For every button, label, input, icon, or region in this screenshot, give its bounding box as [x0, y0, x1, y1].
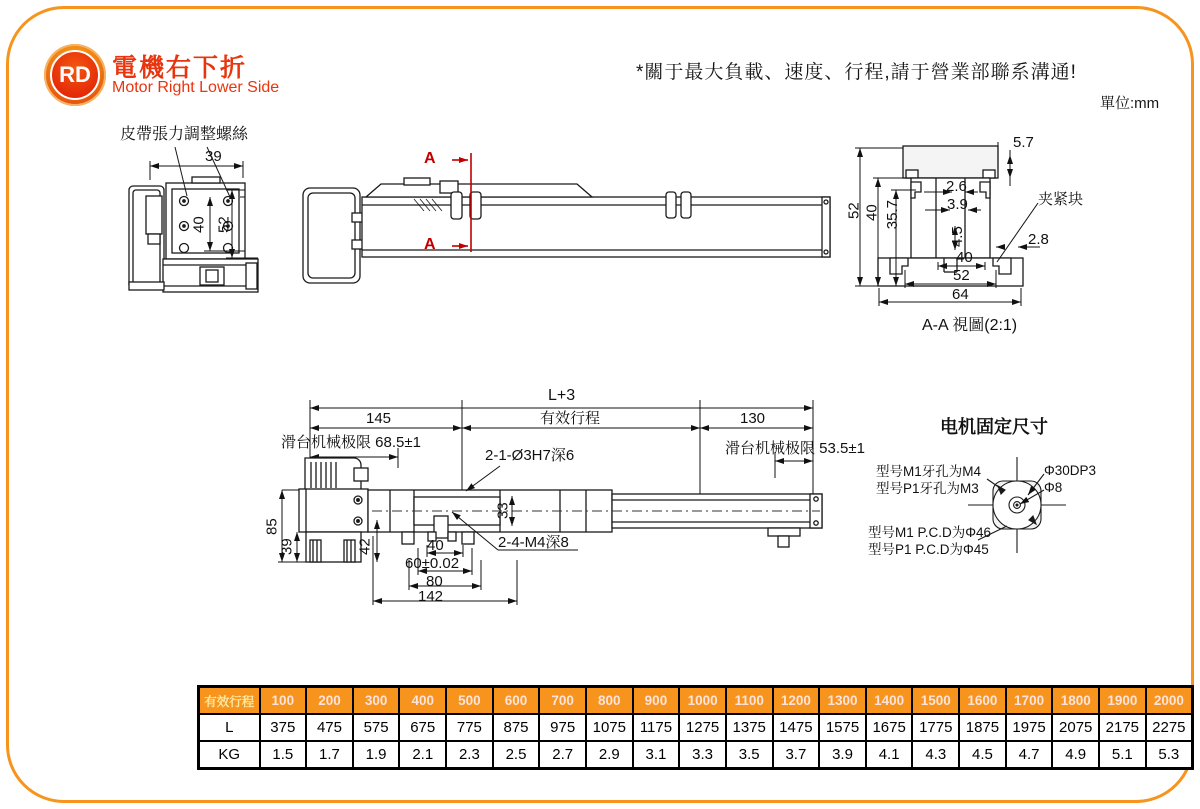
table-cell-KG-500: 2.3 — [446, 741, 493, 769]
table-cell-L-400: 675 — [399, 714, 446, 741]
table-header-stroke-1000: 1000 — [679, 687, 726, 715]
dim-endview-52: 52 — [215, 216, 233, 233]
table-cell-L-200: 475 — [306, 714, 353, 741]
table-header-stroke-700: 700 — [539, 687, 586, 715]
table-cell-KG-1500: 4.3 — [912, 741, 959, 769]
table-header-stroke-500: 500 — [446, 687, 493, 715]
tap-hole-callout: 2-4-M4深8 — [498, 534, 569, 551]
dim-section-5-7: 5.7 — [1013, 134, 1034, 151]
effective-stroke-label: 有效行程 — [540, 410, 601, 427]
dim-section-2-6: 2.6 — [946, 178, 967, 195]
table-cell-L-2000: 2275 — [1146, 714, 1193, 741]
table-header-stroke-label: 有效行程 — [199, 687, 260, 715]
table-cell-KG-1000: 3.3 — [679, 741, 726, 769]
table-header-stroke-1300: 1300 — [819, 687, 866, 715]
table-cell-KG-800: 2.9 — [586, 741, 633, 769]
table-header-stroke-1500: 1500 — [912, 687, 959, 715]
stroke-table — [197, 685, 1194, 770]
motor-pcd-p1-label: 型号P1 P.C.D为Φ45 — [868, 542, 989, 557]
dim-section-h35-7: 35.7 — [883, 200, 901, 230]
section-mark-a-bottom: A — [424, 236, 436, 253]
dim-assembly-85: 85 — [263, 518, 281, 535]
table-cell-L-1900: 2175 — [1099, 714, 1146, 741]
table-cell-L-500: 775 — [446, 714, 493, 741]
table-cell-KG-2000: 5.3 — [1146, 741, 1193, 769]
dim-section-4-5: 4.5 — [948, 226, 966, 248]
table-header-stroke-400: 400 — [399, 687, 446, 715]
table-cell-L-1300: 1575 — [819, 714, 866, 741]
rd-logo-badge: RD — [50, 50, 100, 100]
table-cell-KG-1400: 4.1 — [866, 741, 913, 769]
table-header-stroke-800: 800 — [586, 687, 633, 715]
table-cell-KG-1800: 4.9 — [1052, 741, 1099, 769]
dim-section-2-8: 2.8 — [1028, 231, 1049, 248]
table-cell-L-100: 375 — [260, 714, 307, 741]
motor-mount-title: 电机固定尺寸 — [940, 417, 1048, 437]
table-row-label-KG: KG — [199, 741, 260, 769]
dim-endview-40: 40 — [190, 216, 208, 233]
motor-tap-m1-label: 型号M1牙孔为M4 — [876, 464, 982, 479]
table-cell-KG-900: 3.1 — [633, 741, 680, 769]
table-header-stroke-300: 300 — [353, 687, 400, 715]
motor-pilot-label: Φ30DP3 — [1044, 463, 1097, 478]
table-row-label-L: L — [199, 714, 260, 741]
table-cell-KG-1100: 3.5 — [726, 741, 773, 769]
slide-limit-right-label: 滑台机械极限 53.5±1 — [725, 440, 865, 457]
table-cell-KG-400: 2.1 — [399, 741, 446, 769]
table-header-stroke-1400: 1400 — [866, 687, 913, 715]
table-cell-KG-700: 2.7 — [539, 741, 586, 769]
table-header-stroke-1700: 1700 — [1006, 687, 1053, 715]
table-cell-L-1000: 1275 — [679, 714, 726, 741]
dim-right-130: 130 — [740, 410, 766, 427]
table-cell-L-1400: 1675 — [866, 714, 913, 741]
dim-assembly-142: 142 — [418, 588, 444, 605]
table-header-stroke-1600: 1600 — [959, 687, 1006, 715]
table-cell-L-1800: 2075 — [1052, 714, 1099, 741]
table-header-stroke-2000: 2000 — [1146, 687, 1193, 715]
table-cell-L-1600: 1875 — [959, 714, 1006, 741]
dim-section-h52: 52 — [845, 202, 863, 219]
table-cell-L-700: 975 — [539, 714, 586, 741]
table-cell-L-600: 875 — [493, 714, 540, 741]
table-header-stroke-1800: 1800 — [1052, 687, 1099, 715]
dim-assembly-42: 42 — [356, 538, 374, 555]
dim-assembly-33: 33 — [494, 502, 512, 519]
dim-section-w40: 40 — [956, 249, 973, 266]
unit-label: 單位:mm — [1100, 95, 1160, 112]
table-header-stroke-200: 200 — [306, 687, 353, 715]
dim-section-w64: 64 — [952, 286, 969, 303]
dim-section-3-9: 3.9 — [947, 196, 968, 213]
table-cell-KG-1900: 5.1 — [1099, 741, 1146, 769]
dim-assembly-60: 60±0.02 — [405, 555, 460, 572]
dim-assembly-40: 40 — [427, 537, 444, 554]
table-cell-L-1200: 1475 — [773, 714, 820, 741]
motor-shaft-label: Φ8 — [1044, 480, 1063, 495]
table-cell-KG-100: 1.5 — [260, 741, 307, 769]
dim-left-145: 145 — [366, 410, 392, 427]
dim-section-w52: 52 — [953, 267, 970, 284]
table-cell-KG-300: 1.9 — [353, 741, 400, 769]
table-header-stroke-900: 900 — [633, 687, 680, 715]
dim-overall-length: L+3 — [548, 387, 576, 404]
table-cell-KG-1300: 3.9 — [819, 741, 866, 769]
table-cell-L-1700: 1975 — [1006, 714, 1053, 741]
page-subtitle: Motor Right Lower Side — [112, 79, 280, 96]
belt-screw-label: 皮帶張力調整螺絲 — [120, 126, 249, 143]
table-header-stroke-1200: 1200 — [773, 687, 820, 715]
pin-hole-callout: 2-1-Ø3H7深6 — [485, 447, 575, 464]
table-cell-L-1100: 1375 — [726, 714, 773, 741]
table-cell-KG-1700: 4.7 — [1006, 741, 1053, 769]
dim-assembly-80: 80 — [426, 573, 443, 590]
motor-pcd-m1-label: 型号M1 P.C.D为Φ46 — [868, 525, 992, 540]
dim-section-h40: 40 — [863, 204, 881, 221]
table-cell-KG-1200: 3.7 — [773, 741, 820, 769]
slide-limit-left-label: 滑台机械极限 68.5±1 — [281, 434, 421, 451]
table-cell-KG-200: 1.7 — [306, 741, 353, 769]
table-cell-KG-600: 2.5 — [493, 741, 540, 769]
table-header-stroke-1100: 1100 — [726, 687, 773, 715]
table-cell-L-900: 1175 — [633, 714, 680, 741]
table-header-stroke-100: 100 — [260, 687, 307, 715]
table-cell-KG-1600: 4.5 — [959, 741, 1006, 769]
section-caption: A-A 視圖(2:1) — [922, 317, 1018, 334]
table-header-stroke-1900: 1900 — [1099, 687, 1146, 715]
page-title: 電機右下折 — [112, 54, 248, 82]
table-cell-L-300: 575 — [353, 714, 400, 741]
dim-endview-39: 39 — [205, 148, 222, 165]
table-cell-L-800: 1075 — [586, 714, 633, 741]
clamp-block-label: 夹紧块 — [1038, 191, 1084, 208]
motor-tap-p1-label: 型号P1牙孔为M3 — [876, 481, 979, 496]
table-cell-L-1500: 1775 — [912, 714, 959, 741]
table-header-stroke-600: 600 — [493, 687, 540, 715]
dim-assembly-39: 39 — [278, 538, 296, 555]
header-note: *關于最大負載、速度、行程,請于營業部聯系溝通! — [636, 62, 1077, 83]
section-mark-a-top: A — [424, 150, 436, 167]
